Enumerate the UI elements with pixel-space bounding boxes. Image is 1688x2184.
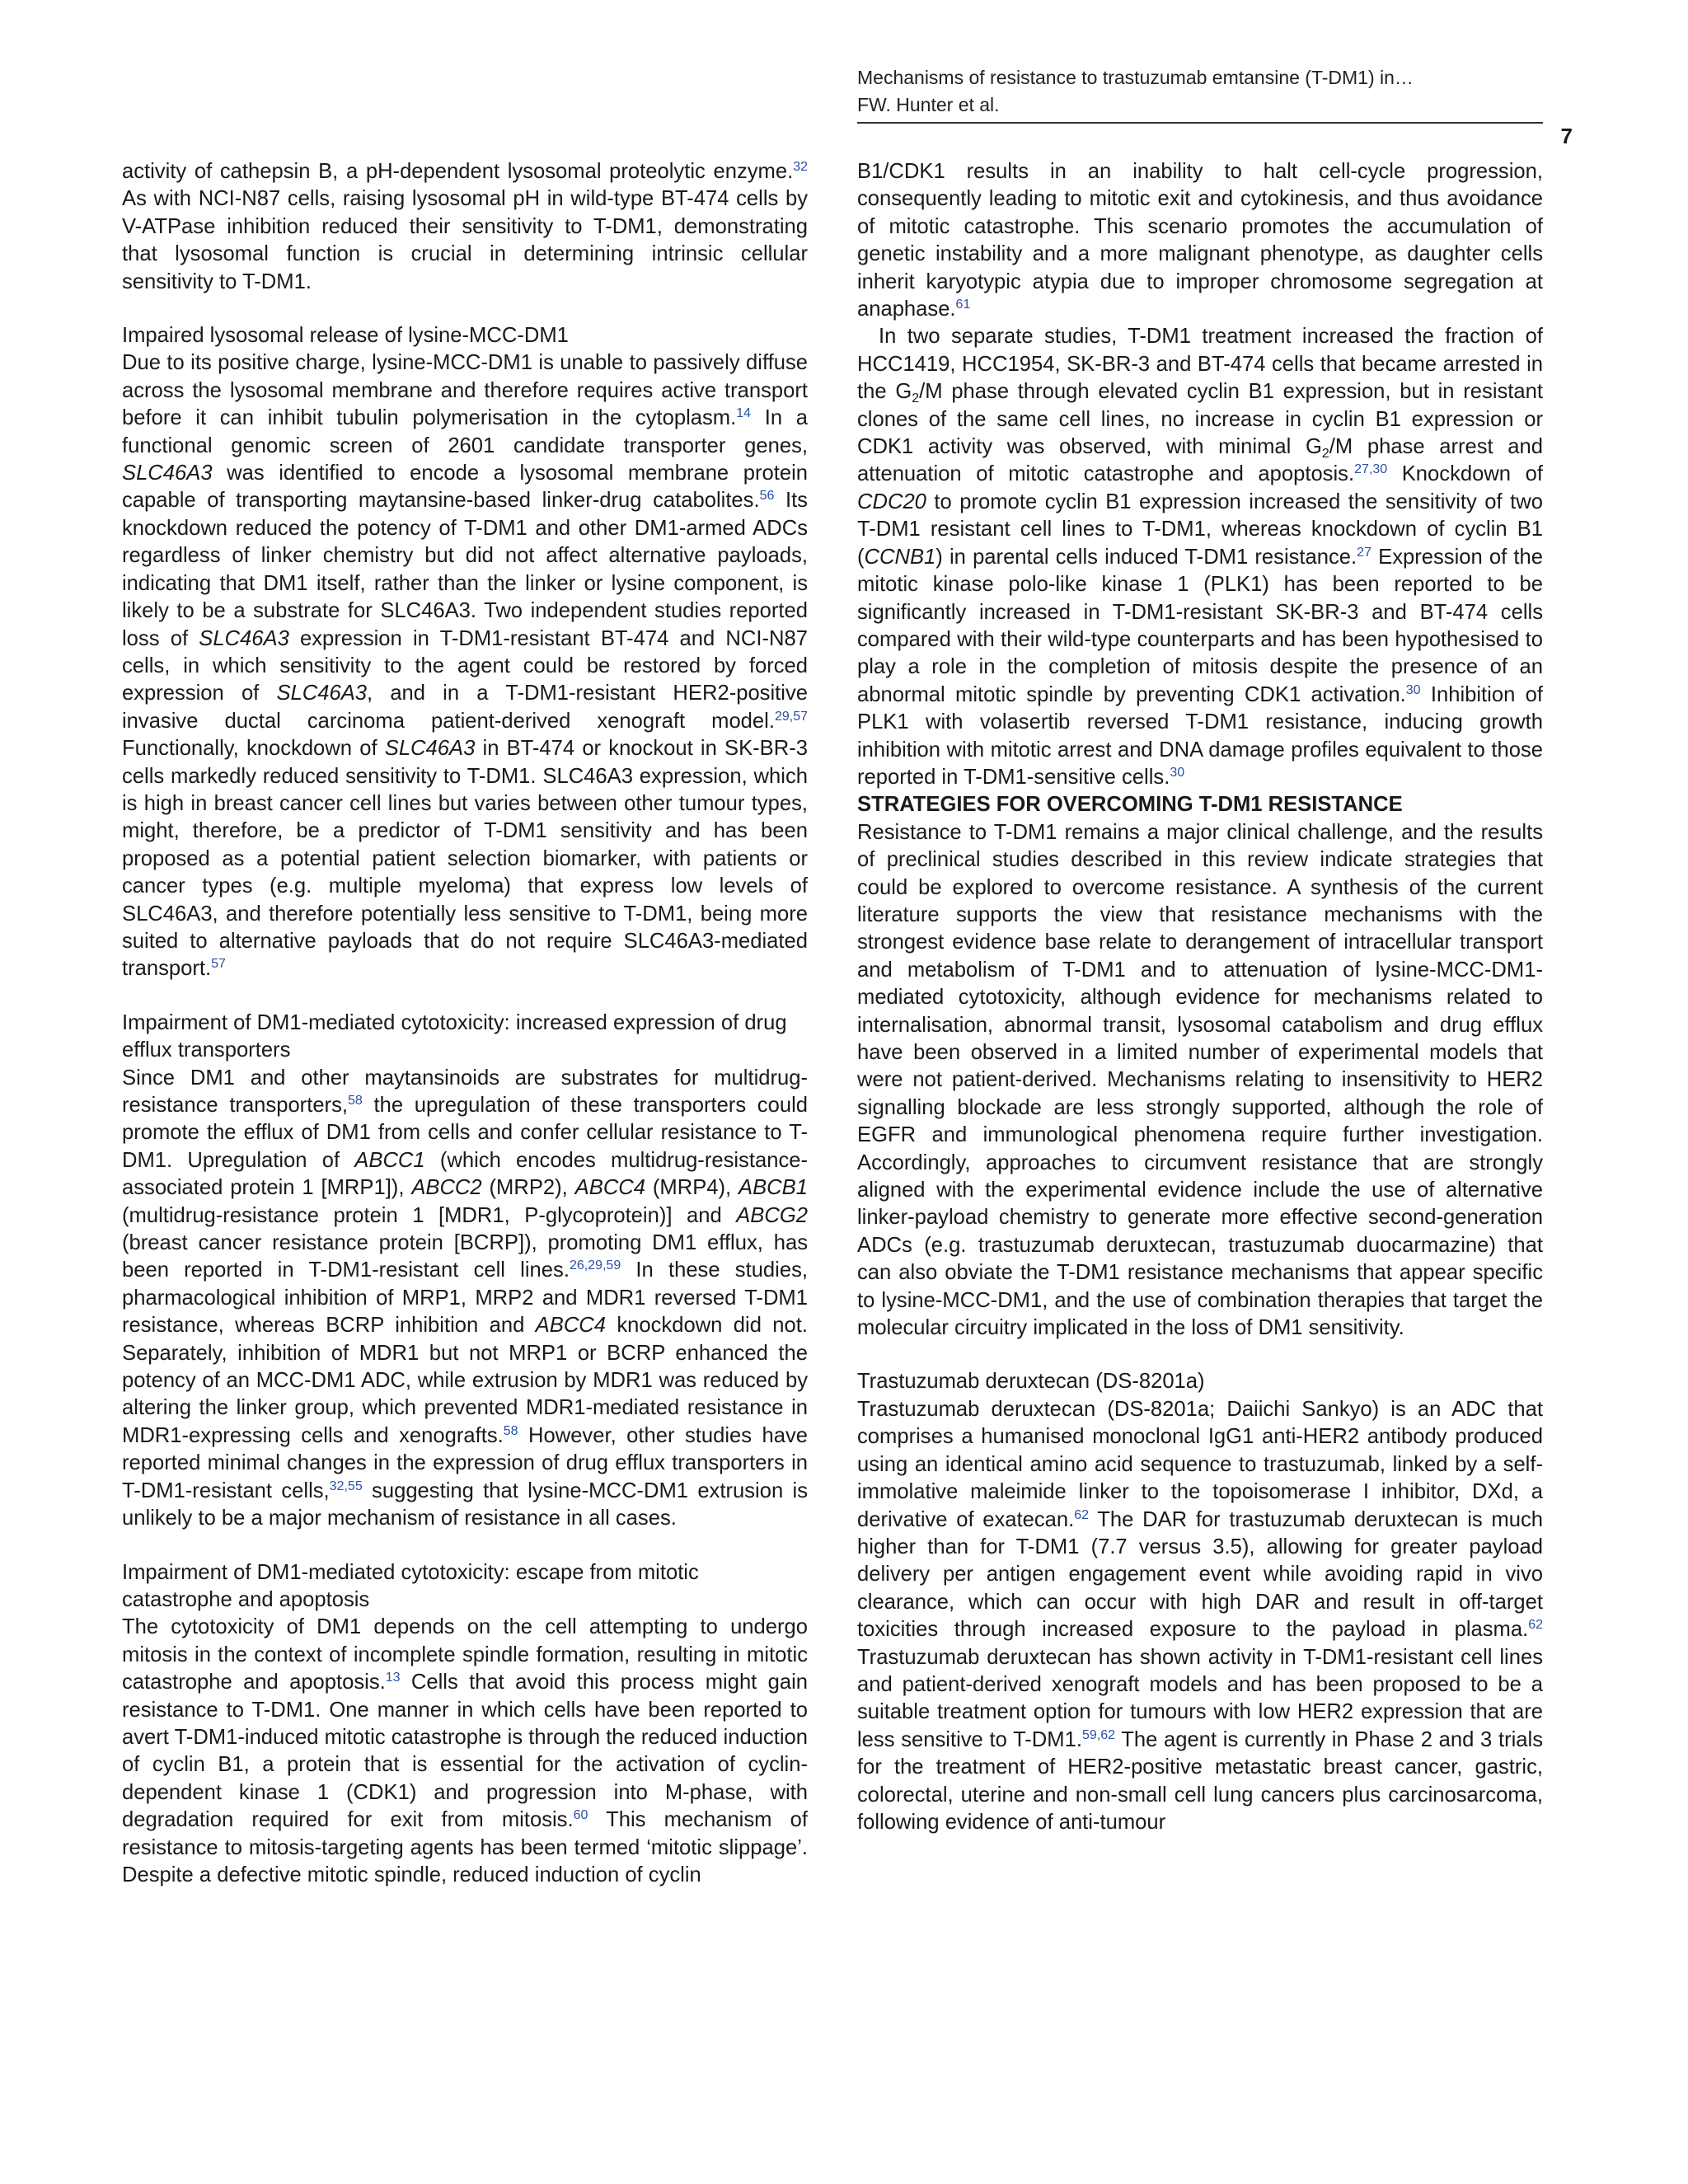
text-run: (MRP2), <box>481 1176 575 1200</box>
text-run: knockdown did not. Separately, inhibition of MDR1 but not MRP1 or BCRP enhanced the potency of an MCC-DM1 ADC, while extrusion by MDR1 was reduced by altering the linker group, which prevented MDR1-mediated resistance in MDR1-expressing cells and xenografts. <box>122 1314 808 1447</box>
text-run: in BT-474 or knockout in SK-BR-3 cells markedly reduced sensitivity to T-DM1. SLC46A3 expression, which is high in breast cancer cell lines but varies between other tumour types, might, therefore, be a predictor of T-DM1 sensitivity and has been proposed as a potential patient selection biomarker, with patients or cancer types (e.g. multiple myeloma) that express low levels of SLC46A3, and therefore potentially less sensitive to T-DM1, being more suited to alternative payloads that do not require SLC46A3-mediated transport. <box>122 737 808 981</box>
subsection-heading: Impaired lysosomal release of lysine-MCC-DM1 <box>122 324 569 348</box>
subsection-heading: Trastuzumab deruxtecan (DS-8201a) <box>857 1370 1205 1394</box>
text-run: (breast cancer resistance protein [BCRP]), promoting DM1 efflux, has been reported in T-DM1-resistant cell lines. <box>122 1231 808 1282</box>
citation-ref[interactable]: 14 <box>736 406 752 421</box>
citation-ref[interactable]: 58 <box>348 1094 363 1108</box>
spacer <box>122 983 808 1010</box>
text-run: In two separate studies, T-DM1 treatment increased the fraction of HCC1419, HCC1954, SK-BR-3 and BT-474 cells that became arrested in the G <box>857 325 1543 404</box>
text-run: Expression of the mitotic kinase polo-like kinase 1 (PLK1) has been reported to be significantly increased in T-DM1-resistant SK-BR-3 and BT-474 cells compared with their wild-type counterparts and has been hypothesised to play a role in the completion of mitosis despite the presence of an abnormal mitotic spindle by preventing CDK1 activation. <box>857 545 1543 706</box>
citation-ref[interactable]: 61 <box>955 298 971 312</box>
citation-ref[interactable]: 58 <box>503 1423 518 1438</box>
text-run: to promote cyclin B1 expression increased the sensitivity of two T-DM1 resistant cell lines to T-DM1, whereas knockdown of cyclin B1 ( <box>857 490 1543 569</box>
citation-ref[interactable]: 62 <box>1074 1507 1090 1522</box>
text-run: Trastuzumab deruxtecan (DS-8201a; Daiichi Sankyo) is an ADC that comprises a humanised monoclonal IgG1 anti-HER2 antibody produced using an identical amino acid sequence to trastuzumab, linked by a self-immolative maleimide linker to the topoisomerase I inhibitor, DXd, a derivative of exatecan. <box>857 1397 1543 1531</box>
paragraph <box>122 158 808 296</box>
text-run: In a functional genomic screen of 2601 candidate transporter genes, <box>122 406 808 457</box>
citation-ref[interactable]: 13 <box>385 1671 401 1685</box>
spacer <box>122 296 808 322</box>
paragraph <box>122 1065 808 1533</box>
gene-name: SLC46A3 <box>384 737 476 761</box>
text-run: activity of cathepsin B, a pH-dependent lysosomal proteolytic enzyme. <box>122 160 794 183</box>
gene-name: ABCC4 <box>574 1176 646 1200</box>
citation-ref[interactable]: 57 <box>211 957 226 972</box>
text-run: Inhibition of PLK1 with volasertib reversed T-DM1 resistance, inducing growth inhibition with mitotic arrest and DNA damage profiles equivalent to those reported in T-DM1-sensitive cells. <box>857 682 1543 789</box>
text-run: Functionally, knockdown of <box>122 737 385 761</box>
spacer <box>857 1342 1543 1368</box>
subsection-heading: Impairment of DM1-mediated cytotoxicity: increased expression of drug efflux transporters <box>122 1010 787 1062</box>
text-run: suggesting that lysine-MCC-DM1 extrusion is unlikely to be a major mechanism of resistance in all cases. <box>122 1479 808 1530</box>
gene-name: ABCB1 <box>738 1176 808 1200</box>
paragraph <box>857 323 1543 791</box>
gene-name: CCNB1 <box>864 545 936 569</box>
citation-ref[interactable]: 30 <box>1170 765 1185 780</box>
citation-ref[interactable]: 32 <box>793 160 808 174</box>
gene-name: SLC46A3 <box>122 462 213 485</box>
citation-ref[interactable]: 56 <box>759 489 775 504</box>
text-run: (multidrug-resistance protein 1 [MDR1, P-glycoprotein)] and <box>122 1203 737 1227</box>
citation-ref[interactable]: 27 <box>1357 545 1372 560</box>
text-run: Since DM1 and other maytansinoids are substrates for multidrug-resistance transporters, <box>122 1066 808 1117</box>
running-title: Mechanisms of resistance to trastuzumab emtansine (T-DM1) in… <box>857 67 1414 88</box>
gene-name: SLC46A3 <box>276 682 368 705</box>
text-run: In these studies, pharmacological inhibition of MRP1, MRP2 and MDR1 reversed T-DM1 resistance, whereas BCRP inhibition and <box>122 1258 808 1338</box>
text-run: Due to its positive charge, lysine-MCC-DM1 is unable to passively diffuse across the lysosomal membrane and therefore requires active transport before it can inhibit tubulin polymerisation in the cytoplasm. <box>122 351 808 430</box>
text-run: As with NCI-N87 cells, raising lysosomal pH in wild-type BT-474 cells by V-ATPase inhibition reduced their sensitivity to T-DM1, demonstrating that lysosomal function is crucial in determining intrinsic cellular sensitivity to T-DM1. <box>122 187 808 293</box>
running-authors: FW. Hunter et al. <box>857 94 1000 115</box>
text-run: The cytotoxicity of DM1 depends on the cell attempting to undergo mitosis in the context of incomplete spindle formation, resulting in mitotic catastrophe and apoptosis. <box>122 1615 808 1694</box>
text-run: /M phase arrest and attenuation of mitotic catastrophe and apoptosis. <box>857 435 1544 486</box>
text-run: Its knockdown reduced the potency of T-DM1 and other DM1-armed ADCs regardless of linker chemistry but did not affect alternative payloads, indicating that DM1 itself, rather than the linker or lysine component, is likely to be a substrate for SLC46A3. Two independent studies reported loss of <box>122 489 808 650</box>
citation-ref[interactable]: 29,57 <box>774 709 808 724</box>
gene-name: ABCC4 <box>535 1314 607 1338</box>
text-run: the upregulation of these transporters could promote the efflux of DM1 from cells and confer cellular resistance to T-DM1. Upregulation of <box>122 1094 808 1172</box>
subsection-heading: Impairment of DM1-mediated cytotoxicity: escape from mitotic catastrophe and apoptosis <box>122 1560 699 1611</box>
text-run: The agent is currently in Phase 2 and 3 trials for the treatment of HER2-positive metastatic breast cancer, gastric, colorectal, uterine and non-small cell lung cancers plus carcinosarcoma, following evidence of anti-tumour <box>857 1727 1543 1834</box>
text-run: was identified to encode a lysosomal membrane protein capable of transporting maytansine-based linker-drug catabolites. <box>122 462 808 513</box>
gene-name: ABCG2 <box>736 1203 808 1227</box>
citation-ref[interactable]: 32,55 <box>329 1479 363 1493</box>
text-run: (which encodes multidrug-resistance-associated protein 1 [MRP1]), <box>122 1148 808 1200</box>
text-run: /M phase through elevated cyclin B1 expression, but in resistant clones of the same cell lines, no increase in cyclin B1 expression or CDK1 activity was observed, with minimal G <box>857 380 1543 459</box>
text-run: Resistance to T-DM1 remains a major clinical challenge, and the results of preclinical studies described in this review indicate strategies that could be explored to overcome resistance. A synthesis of the current literature supports the view that resistance mechanisms with the strongest evidence base relate to derangement of intracellular transport and metabolism of T-DM1 and to attenuation of lysine-MCC-DM1-mediated cytotoxicity, although evidence for mechanisms related to internalisation, abnormal transit, lysosomal catabolism and drug efflux have been observed in a limited number of experimental models that were not patient-derived. Mechanisms relating to insensitivity to HER2 signalling blockade are less strongly supported, although the role of EGFR and immunological phenomena require further investigation. Accordingly, approaches to circumvent resistance that are strongly aligned with the experimental evidence include the use of alternative linker-payload chemistry to generate more effective second-generation ADCs (e.g. trastuzumab deruxtecan, trastuzumab duocarmazine) that can also obviate the T-DM1 resistance mechanisms that appear specific to lysine-MCC-DM1, and the use of combination therapies that target the molecular circuitry implicated in the loss of DM1 sensitivity. <box>857 820 1543 1340</box>
text-run: Trastuzumab deruxtecan has shown activity in T-DM1-resistant cell lines and patient-derived xenograft models and has been proposed to be a suitable treatment option for tumours with low HER2 expression that are less sensitive to T-DM1. <box>857 1645 1543 1751</box>
text-run: (MRP4), <box>645 1176 739 1200</box>
page-number: 7 <box>1560 124 1573 148</box>
text-run: , and in a T-DM1-resistant HER2-positive invasive ductal carcinoma patient-derived xenograft model. <box>122 682 808 733</box>
gene-name: ABCC2 <box>411 1176 482 1200</box>
text-run: However, other studies have reported minimal changes in the expression of drug efflux transporters in T-DM1-resistant cells, <box>122 1423 808 1502</box>
citation-ref[interactable]: 59,62 <box>1081 1727 1116 1742</box>
citation-ref[interactable]: 30 <box>1405 682 1421 697</box>
right-column <box>857 158 1543 1836</box>
text-run: expression in T-DM1-resistant BT-474 and NCI-N87 cells, in which sensitivity to the agent could be restored by forced expression of <box>122 626 808 705</box>
gene-name: CDC20 <box>857 490 926 513</box>
paragraph <box>122 1614 808 1889</box>
text-run: Cells that avoid this process might gain resistance to T-DM1. One manner in which cells have been reported to avert T-DM1-induced mitotic catastrophe is through the reduced induction of cyclin B1, a protein that is essential for the activation of cyclin-dependent kinase 1 (CDK1) and progression into M-phase, with degradation required for exit from mitosis. <box>122 1671 808 1832</box>
subscript: 2 <box>912 391 920 406</box>
paragraph <box>857 1396 1543 1837</box>
running-header <box>857 64 1541 119</box>
citation-ref[interactable]: 62 <box>1528 1618 1543 1633</box>
left-column <box>122 158 808 1889</box>
paragraph <box>857 819 1543 1343</box>
text-run: ) in parental cells induced T-DM1 resistance. <box>935 545 1357 569</box>
paragraph <box>857 158 1543 323</box>
text-run: This mechanism of resistance to mitosis-targeting agents has been termed ‘mitotic slippage’. Despite a defective mitotic spindle, reduced induction of cyclin <box>122 1808 808 1886</box>
gene-name: SLC46A3 <box>199 626 289 650</box>
paragraph <box>122 349 808 982</box>
spacer <box>122 1533 808 1559</box>
citation-ref[interactable]: 60 <box>573 1808 588 1823</box>
text-run: B1/CDK1 results in an inability to halt cell-cycle progression, consequently leading to mitotic exit and cytokinesis, and thus avoidance of mitotic catastrophe. This scenario promotes the accumulation of genetic instability and a more malignant phenotype, as daughter cells inherit karyotypic atypia due to improper chromosome segregation at anaphase. <box>857 160 1543 321</box>
text-run: The DAR for trastuzumab deruxtecan is much higher than for T-DM1 (7.7 versus 3.5), allowing for greater payload delivery per antigen engagement event while avoiding rapid in vivo clearance, which can occur with high DAR and result in off-target toxicities through increased exposure to the payload in plasma. <box>857 1507 1543 1642</box>
citation-ref[interactable]: 26,29,59 <box>569 1258 621 1273</box>
citation-ref[interactable]: 27,30 <box>1354 462 1388 477</box>
text-run: Knockdown of <box>1387 462 1543 486</box>
section-title: STRATEGIES FOR OVERCOMING T-DM1 RESISTANCE <box>857 793 1403 817</box>
subscript: 2 <box>1321 447 1329 462</box>
header-divider <box>857 122 1543 124</box>
gene-name: ABCC1 <box>354 1148 425 1172</box>
